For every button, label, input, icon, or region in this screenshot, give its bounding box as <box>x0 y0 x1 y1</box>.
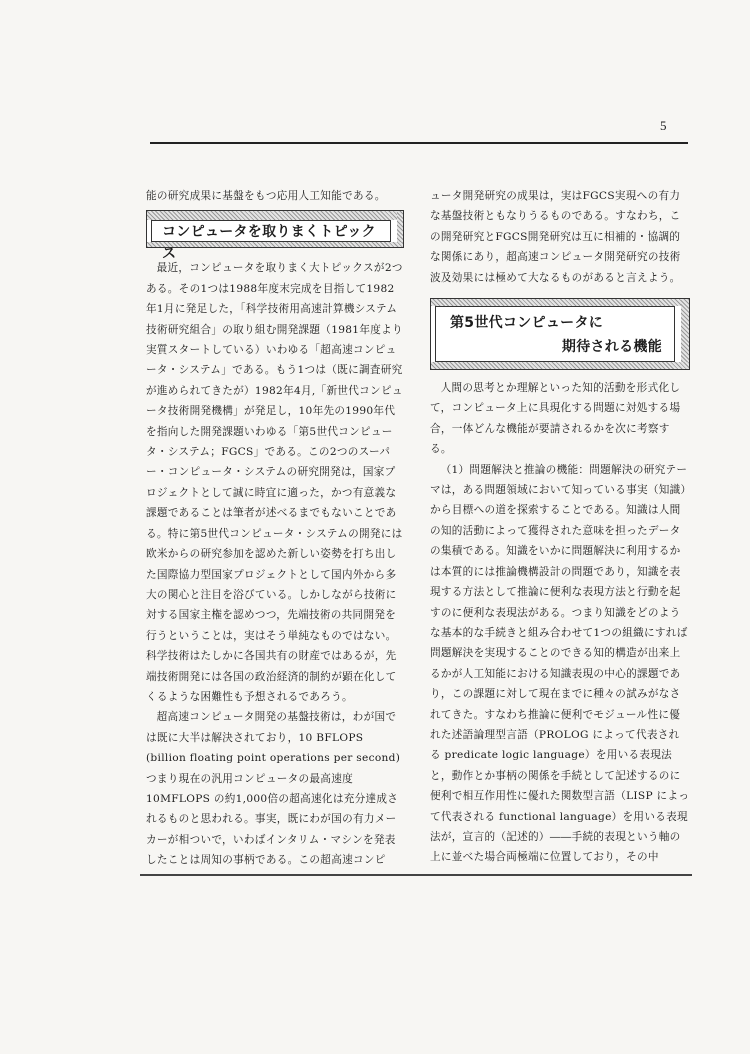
body-paragraph: 人間の思考とか理解といった知的活動を形式化して，コンピュータ上に具現化する問題に対処する場合，一体どんな機能が要請されるかを次に考察する。 <box>430 382 681 456</box>
footer-rule <box>140 874 692 876</box>
body-paragraph: （1）問題解決と推論の機能：問題解決の研究テーマは，ある問題領域において知っている事実（知識）から目標への道を探索することである。知識は人間の知的活動によって獲得された意味を担ったデータの集積である。知識をいかに問題解決に利用するかは本質的には推論機構設計の問題であり，知識を表現する方法として推論に便利な表現方法と行動を起すのに便利な表現法がある。つまり知識をどのような基本的な手続きと組み合わせて1つの組織にすれば問題解決を実現することのできる知的構造が出来上るかが人工知能における知識表現の中心的課題であり，この課題に対して現在までに種々の試みがなされてきた。すなわち推論に便利でモジュール性に優れた述語論理型言語（PROLOG によって代表される predicate logic language）を用いる表現法と，動作とか事柄の関係を手続として記述するのに便利で相互作用性に優れた関数型言語（LISP によって代表される functional language）を用いる表現法が，宣言的（記述的）――手続的表現という軸の上に並べた場合両極端に位置しており，その中 <box>430 463 690 864</box>
header-rule <box>150 142 688 144</box>
heading-hatch <box>147 211 403 220</box>
heading-hatch <box>681 299 689 369</box>
body-paragraph: 超高速コンピュータ開発の基盤技術は，わが国では既に大半は解決されており，10 BFLOPS (billion floating point operations per second) つまり現在の汎用コンピュータの最高速度10MFLOPS の約1,000倍の超高速化は充分達成されるものと思われる。事実，既にわが国の有力メーカーが相ついで，いわばインタリム・マシンを発表したことは周知の事柄である。この超高速コンピ <box>146 711 401 867</box>
section-heading: コンピュータを取りまくトピックス <box>151 220 391 242</box>
right-column <box>430 186 690 868</box>
section-heading-line: 第5世代コンピュータに <box>450 315 604 332</box>
section-heading-box <box>430 298 690 370</box>
body-paragraph: 最近，コンピュータを取りまく大トピックスが2つある。その1つは1988年度末完成を目指して1982年1月に発足した，「科学技術用高速計算機システム技術研究組合」の取り組む開発課題（1981年度より実質スタートしている）いわゆる「超高速コンピュータ・システム」である。もう1つは（既に調査研究が進められてきたが）1982年4月,「新世代コンピュータ技術開発機構」が発足し，10年先の1990年代を指向した開発課題いわゆる「第5世代コンピュータ・システム；FGCS」である。この2つのスーパー・コンピュータ・システムの研究開発は，国家プロジェクトとして誠に時宜に適った，かつ有意義な課題であることは筆者が述べるまでもないことである。特に第5世代コンピュータ・システムの開発には欧米からの研究参加を認めた新しい姿勢を打ち出した国際協力型国家プロジェクトとして国内外から多大の関心と注目を浴びている。しかしながら技術に対する国家主権を認めつつ，先端技術の共同開発を行うということは，実はそう単純なものではない。科学技術はたしかに各国共有の財産ではあるが，先端技術開発には各国の政治経済的制約が顕在化してくるような困難性も予想されるであろう。 <box>146 262 403 703</box>
heading-hatch <box>431 362 689 369</box>
left-column <box>146 186 404 871</box>
heading-hatch <box>431 299 689 306</box>
section-heading <box>435 306 675 362</box>
heading-hatch <box>147 242 403 247</box>
section-heading-line: 期待される機能 <box>561 339 662 356</box>
right-intro-text: ュータ開発研究の成果は，実はFGCS実現への有力な基盤技術ともなりうるものである。すなわち，この開発研究とFGCS開発研究は互に相補的・協調的な関係にあり，超高速コンピュータ開発研究の技術波及効果には極めて大なるものがあると言えよう。 <box>430 190 681 284</box>
left-intro-text: 能の研究成果に基盤をもつ応用人工知能である。 <box>146 190 386 202</box>
page-number: 5 <box>660 118 667 133</box>
section-heading-box <box>146 210 404 263</box>
